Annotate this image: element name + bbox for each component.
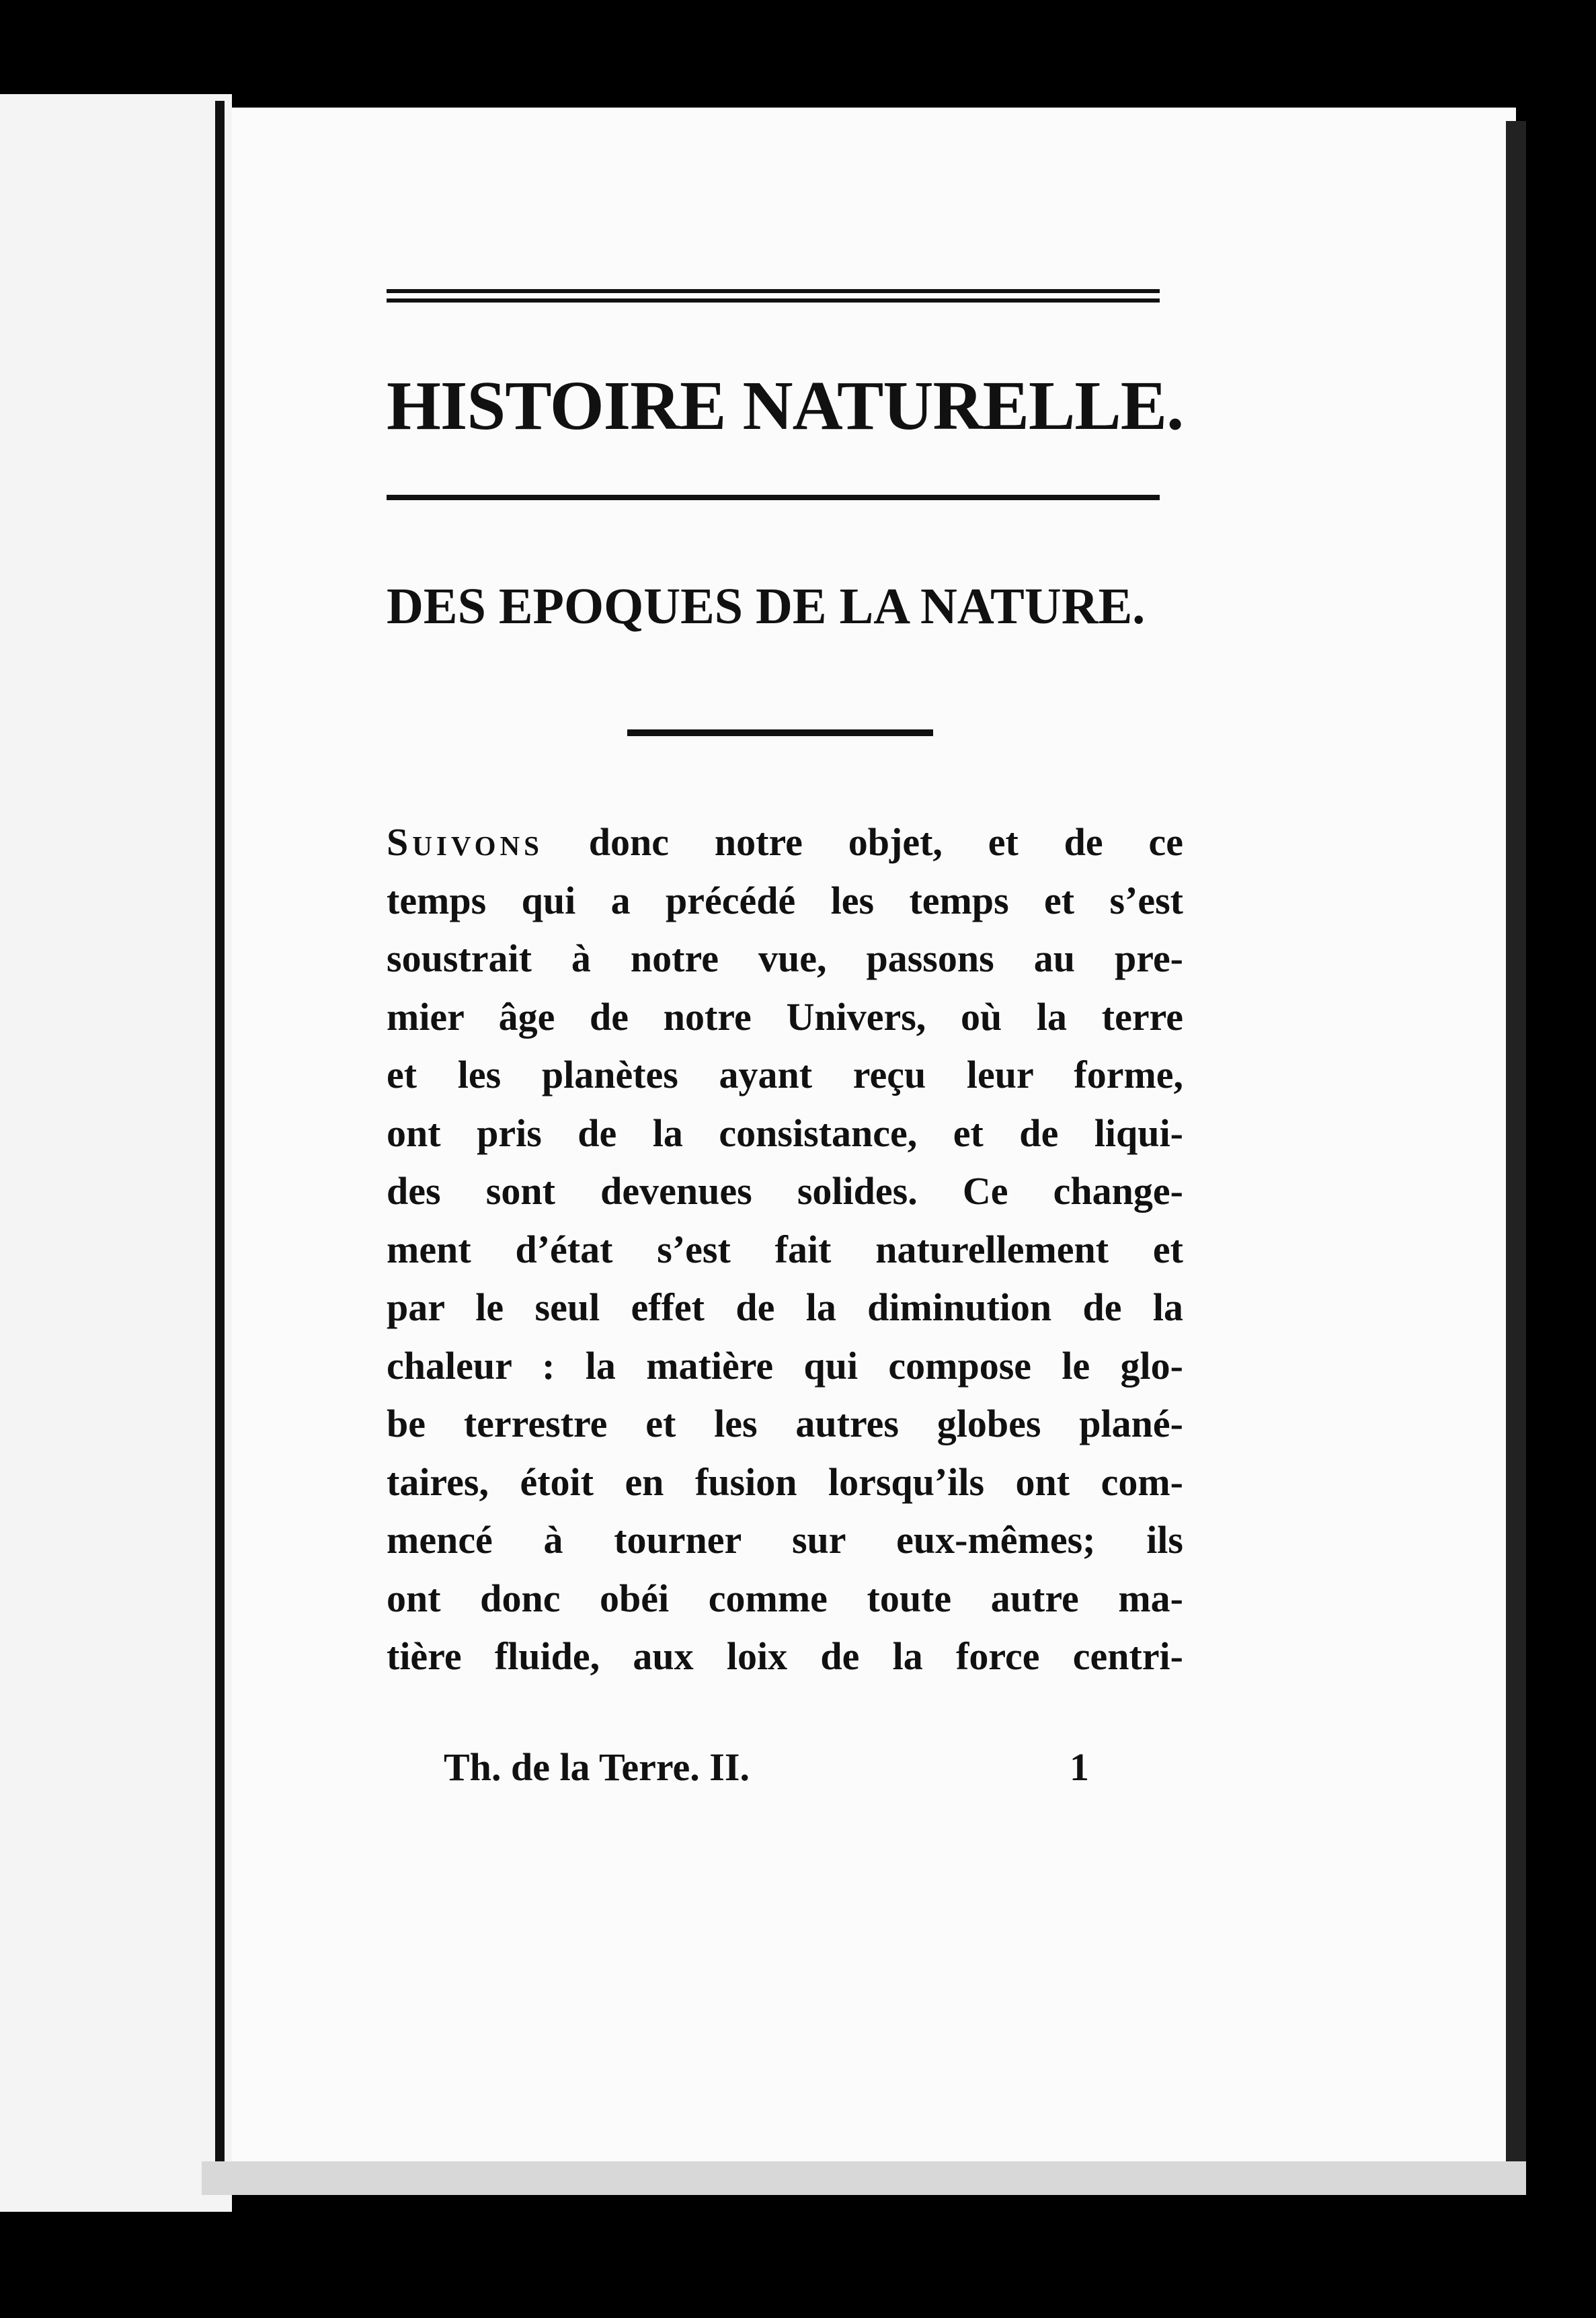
title-rule — [387, 495, 1160, 500]
section-divider — [627, 729, 933, 736]
text-line: be terrestre et les autres globes plané- — [387, 1402, 1183, 1445]
text-line: tière fluide, aux loix de la force centri- — [387, 1634, 1183, 1678]
binding-edge — [215, 101, 225, 2171]
top-double-rule — [387, 289, 1160, 304]
text-line: temps qui a précédé les temps et s’est — [387, 878, 1183, 922]
text-line: et les planètes ayant reçu leur forme, — [387, 1053, 1183, 1096]
text-line: ont pris de la consistance, et de liqui- — [387, 1111, 1183, 1155]
signature-mark: Th. de la Terre. II. — [444, 1745, 750, 1789]
text-line: mencé à tourner sur eux-mêmes; ils — [387, 1518, 1183, 1562]
text-line: des sont devenues solides. Ce change- — [387, 1169, 1183, 1213]
text-line: taires, étoit en fusion lorsqu’ils ont com- — [387, 1460, 1183, 1504]
section-title: DES EPOQUES DE LA NATURE. — [387, 578, 1146, 635]
page-edge — [1506, 121, 1526, 2165]
opening-smallcaps-word: Suivons — [387, 820, 543, 864]
text-line: par le seul effet de la diminution de la — [387, 1285, 1183, 1329]
page-title: HISTOIRE NATURELLE. — [387, 367, 1184, 444]
facing-page — [0, 94, 232, 2212]
text-line: ment d’état s’est fait naturellement et — [387, 1227, 1183, 1271]
text-line: chaleur : la matière qui compose le glo- — [387, 1343, 1183, 1388]
text-line: mier âge de notre Univers, où la terre — [387, 994, 1183, 1039]
page-bottom-edge — [202, 2161, 1526, 2195]
text-line: Suivons donc notre objet, et de ce — [387, 820, 1183, 864]
text-line: soustrait à notre vue, passons au pre- — [387, 936, 1183, 980]
page-content — [387, 289, 1183, 1686]
body-paragraph — [387, 813, 1183, 1686]
sheet-number: 1 — [1070, 1745, 1089, 1789]
text-line: ont donc obéi comme toute autre ma- — [387, 1576, 1183, 1620]
page-footer — [444, 1745, 1089, 1790]
